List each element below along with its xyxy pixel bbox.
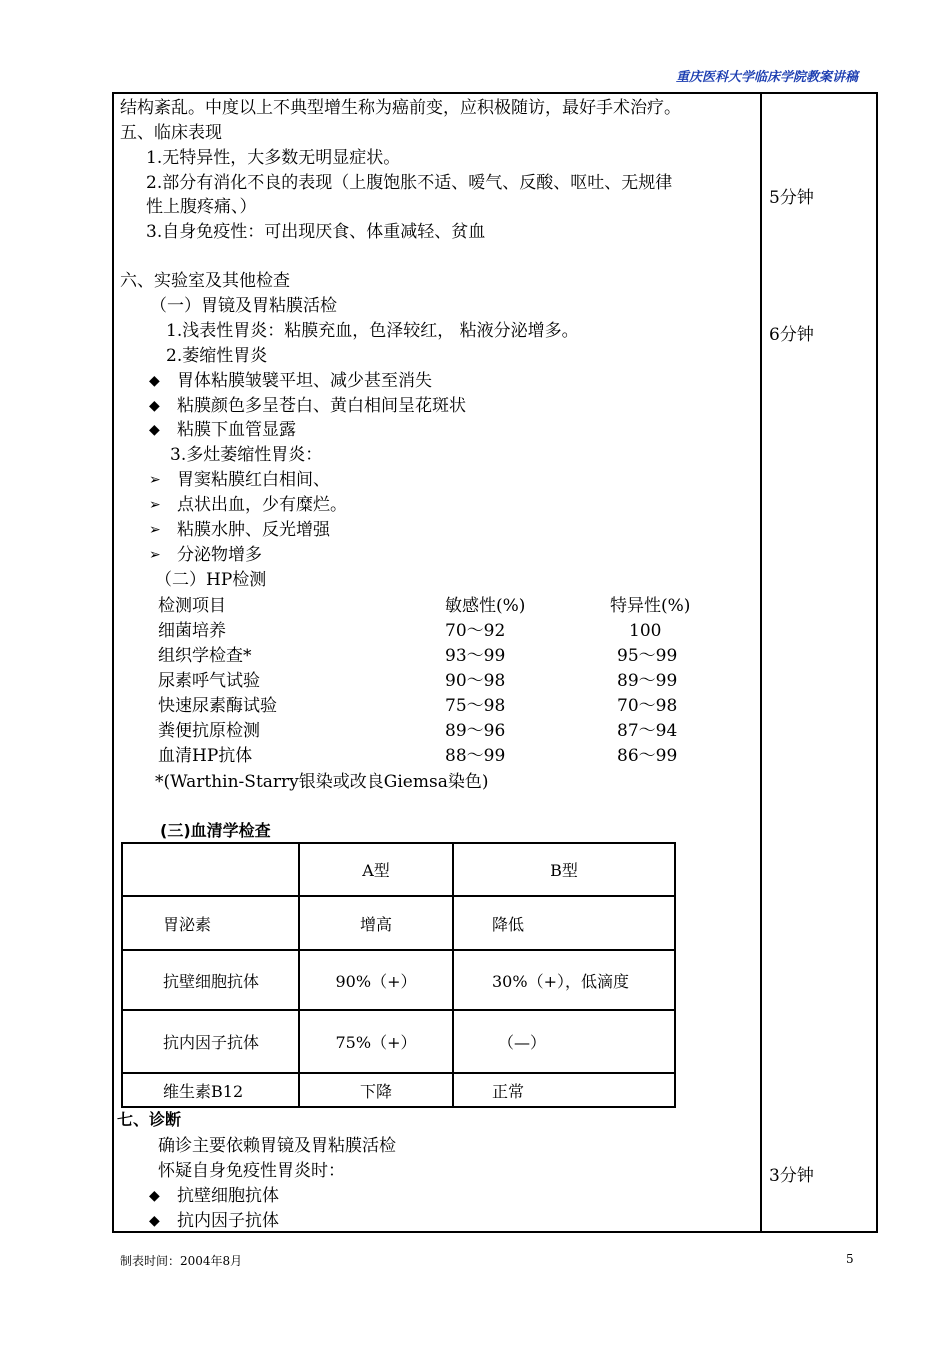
arrow-bullet-icon: ➢	[149, 497, 161, 513]
hp-test-name: 粪便抗原检测	[158, 721, 260, 741]
hp-test-name: 快速尿素酶试验	[158, 696, 277, 716]
bullet-text: 分泌物增多	[177, 545, 262, 565]
column-divider	[760, 92, 762, 1233]
text-line: 2.部分有消化不良的表现（上腹饱胀不适、嗳气、反酸、呕吐、无规律	[146, 173, 673, 193]
hp-specificity: 87～94	[617, 721, 678, 741]
section-heading: 五、临床表现	[120, 123, 222, 143]
text-line: 1.浅表性胃炎：粘膜充血，色泽较红， 粘液分泌增多。	[166, 321, 579, 341]
hp-specificity: 100	[629, 621, 662, 641]
text-line: 结构紊乱。中度以上不典型增生称为癌前变，应积极随访，最好手术治疗。	[120, 98, 681, 118]
time-allocation: 3分钟	[769, 1166, 814, 1186]
bullet-text: 粘膜颜色多呈苍白、黄白相间呈花斑状	[177, 396, 466, 416]
bullet-text: 抗内因子抗体	[177, 1211, 279, 1231]
hp-test-name: 血清HP抗体	[158, 746, 253, 766]
table-header-cell: A型	[299, 843, 453, 896]
bullet-text: 抗壁细胞抗体	[177, 1186, 279, 1206]
table-row	[122, 950, 675, 1010]
text-line: 1.无特异性，大多数无明显症状。	[146, 148, 401, 168]
hp-sensitivity: 75～98	[445, 696, 506, 716]
table-cell: （—）	[453, 1010, 675, 1073]
footer-date: 制表时间：2004年8月	[120, 1254, 243, 1268]
hp-test-name: 尿素呼气试验	[158, 671, 260, 691]
diamond-bullet-icon: ◆	[149, 373, 160, 389]
bullet-text: 点状出血，少有糜烂。	[177, 495, 347, 515]
bullet-text: 粘膜水肿、反光增强	[177, 520, 330, 540]
hp-header-specificity: 特异性(%)	[610, 596, 691, 616]
hp-header-item: 检测项目	[158, 596, 226, 616]
time-allocation: 6分钟	[769, 325, 814, 345]
arrow-bullet-icon: ➢	[149, 547, 161, 563]
table-cell: 降低	[453, 896, 675, 950]
table-cell: 90%（+）	[299, 950, 453, 1010]
hp-specificity: 86～99	[617, 746, 678, 766]
text-line: 3.多灶萎缩性胃炎：	[170, 445, 323, 465]
time-allocation: 5分钟	[769, 188, 814, 208]
serology-table	[121, 842, 676, 1108]
table-cell: 抗内因子抗体	[122, 1010, 299, 1073]
table-row	[122, 896, 675, 950]
footnote: *(Warthin-Starry银染或改良Giemsa染色)	[155, 772, 489, 792]
arrow-bullet-icon: ➢	[149, 522, 161, 538]
bullet-text: 粘膜下血管显露	[177, 420, 296, 440]
hp-sensitivity: 93～99	[445, 646, 506, 666]
table-cell: 胃泌素	[122, 896, 299, 950]
table-header-cell: B型	[453, 843, 675, 896]
hp-header-sensitivity: 敏感性(%)	[445, 596, 526, 616]
serum-section-title: (三)血清学检查	[160, 821, 271, 840]
hp-test-name: 细菌培养	[158, 621, 226, 641]
table-row	[122, 1010, 675, 1073]
table-cell: 30%（+），低滴度	[453, 950, 675, 1010]
section-heading: 七、诊断	[117, 1110, 182, 1129]
hp-sensitivity: 70～92	[445, 621, 506, 641]
table-cell	[122, 843, 299, 896]
hp-specificity: 95～99	[617, 646, 678, 666]
arrow-bullet-icon: ➢	[149, 472, 161, 488]
hp-sensitivity: 89～96	[445, 721, 506, 741]
subsection-heading: （一）胃镜及胃粘膜活检	[150, 296, 337, 316]
hp-test-name: 组织学检查*	[158, 646, 252, 666]
hp-specificity: 70～98	[617, 696, 678, 716]
table-cell: 维生素B12	[122, 1073, 299, 1107]
bullet-text: 胃体粘膜皱襞平坦、减少甚至消失	[177, 371, 432, 391]
page-number: 5	[846, 1252, 854, 1266]
text-line: 怀疑自身免疫性胃炎时：	[158, 1161, 345, 1181]
diamond-bullet-icon: ◆	[149, 1213, 160, 1229]
text-line: 确诊主要依赖胃镜及胃粘膜活检	[158, 1136, 396, 1156]
subsection-heading: （二）HP检测	[155, 570, 267, 590]
table-cell: 下降	[299, 1073, 453, 1107]
table-row	[122, 843, 675, 896]
text-line: 2.萎缩性胃炎	[166, 346, 268, 366]
diamond-bullet-icon: ◆	[149, 422, 160, 438]
table-row	[122, 1073, 675, 1107]
section-heading: 六、实验室及其他检查	[120, 271, 290, 291]
document-header: 重庆医科大学临床学院教案讲稿	[675, 70, 858, 85]
hp-specificity: 89～99	[617, 671, 678, 691]
diamond-bullet-icon: ◆	[149, 1188, 160, 1204]
table-cell: 75%（+）	[299, 1010, 453, 1073]
bullet-text: 胃窦粘膜红白相间、	[177, 470, 330, 490]
table-cell: 正常	[453, 1073, 675, 1107]
diamond-bullet-icon: ◆	[149, 398, 160, 414]
text-line: 性上腹疼痛、）	[146, 197, 257, 217]
hp-sensitivity: 90～98	[445, 671, 506, 691]
table-cell: 抗壁细胞抗体	[122, 950, 299, 1010]
hp-sensitivity: 88～99	[445, 746, 506, 766]
table-cell: 增高	[299, 896, 453, 950]
text-line: 3.自身免疫性：可出现厌食、体重减轻、贫血	[146, 222, 486, 242]
